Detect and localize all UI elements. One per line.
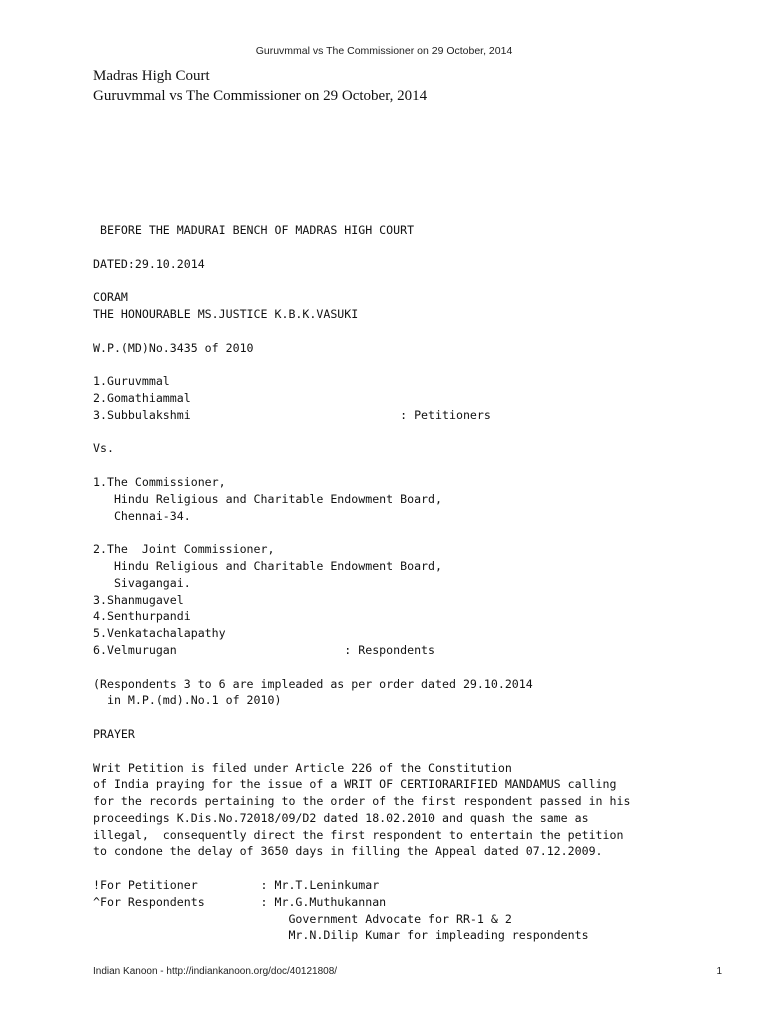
text-line: 2.Gomathiammal <box>93 390 191 405</box>
judgment-text <box>93 222 630 944</box>
text-line: CORAM <box>93 290 128 305</box>
court-block <box>93 66 427 106</box>
text-line: Mr.N.Dilip Kumar for impleading respondents <box>93 928 589 943</box>
text-line: DATED:29.10.2014 <box>93 256 205 271</box>
text-line: W.P.(MD)No.3435 of 2010 <box>93 340 254 355</box>
text-line: 6.Velmurugan : Respondents <box>93 642 436 657</box>
text-line: 1.Guruvmmal <box>93 374 170 389</box>
text-line: Hindu Religious and Charitable Endowment Board, <box>93 558 443 573</box>
footer-source-link[interactable]: Indian Kanoon - http://indiankanoon.org/doc/40121808/ <box>93 966 338 977</box>
text-line: Sivagangai. <box>93 575 191 590</box>
text-line: Vs. <box>93 441 114 456</box>
text-line: 4.Senthurpandi <box>93 609 191 624</box>
text-line: PRAYER <box>93 726 135 741</box>
text-line: 2.The Joint Commissioner, <box>93 542 275 557</box>
text-line: in M.P.(md).No.1 of 2010) <box>93 693 282 708</box>
text-line: Writ Petition is filed under Article 226 of the Constitution <box>93 760 512 775</box>
court-name: Madras High Court <box>93 68 210 84</box>
text-line: 1.The Commissioner, <box>93 474 226 489</box>
text-line: 5.Venkatachalapathy <box>93 626 226 641</box>
text-line: !For Petitioner : Mr.T.Leninkumar <box>93 878 380 893</box>
text-line: illegal, consequently direct the first respondent to entertain the petition <box>93 827 624 842</box>
page-number: 1 <box>716 966 722 977</box>
text-line: (Respondents 3 to 6 are impleaded as per order dated 29.10.2014 <box>93 676 533 691</box>
case-title: Guruvmmal vs The Commissioner on 29 October, 2014 <box>93 88 428 104</box>
text-line: Hindu Religious and Charitable Endowment Board, <box>93 491 443 506</box>
text-line: THE HONOURABLE MS.JUSTICE K.B.K.VASUKI <box>93 306 359 321</box>
text-line: BEFORE THE MADURAI BENCH OF MADRAS HIGH COURT <box>93 223 415 237</box>
text-line: of India praying for the issue of a WRIT OF CERTIORARIFIED MANDAMUS calling <box>93 777 617 792</box>
running-header: Guruvmmal vs The Commissioner on 29 October, 2014 <box>255 45 513 57</box>
text-line: 3.Subbulakshmi : Petitioners <box>93 407 491 422</box>
text-line: proceedings K.Dis.No.72018/09/D2 dated 18.02.2010 and quash the same as <box>93 810 589 825</box>
text-line: Chennai-34. <box>93 508 191 523</box>
text-line: to condone the delay of 3650 days in filling the Appeal dated 07.12.2009. <box>93 844 603 859</box>
text-line: ^For Respondents : Mr.G.Muthukannan <box>93 894 387 909</box>
text-line: Government Advocate for RR-1 & 2 <box>93 911 512 926</box>
text-line: for the records pertaining to the order of the first respondent passed in his <box>93 794 631 809</box>
text-line: 3.Shanmugavel <box>93 592 184 607</box>
